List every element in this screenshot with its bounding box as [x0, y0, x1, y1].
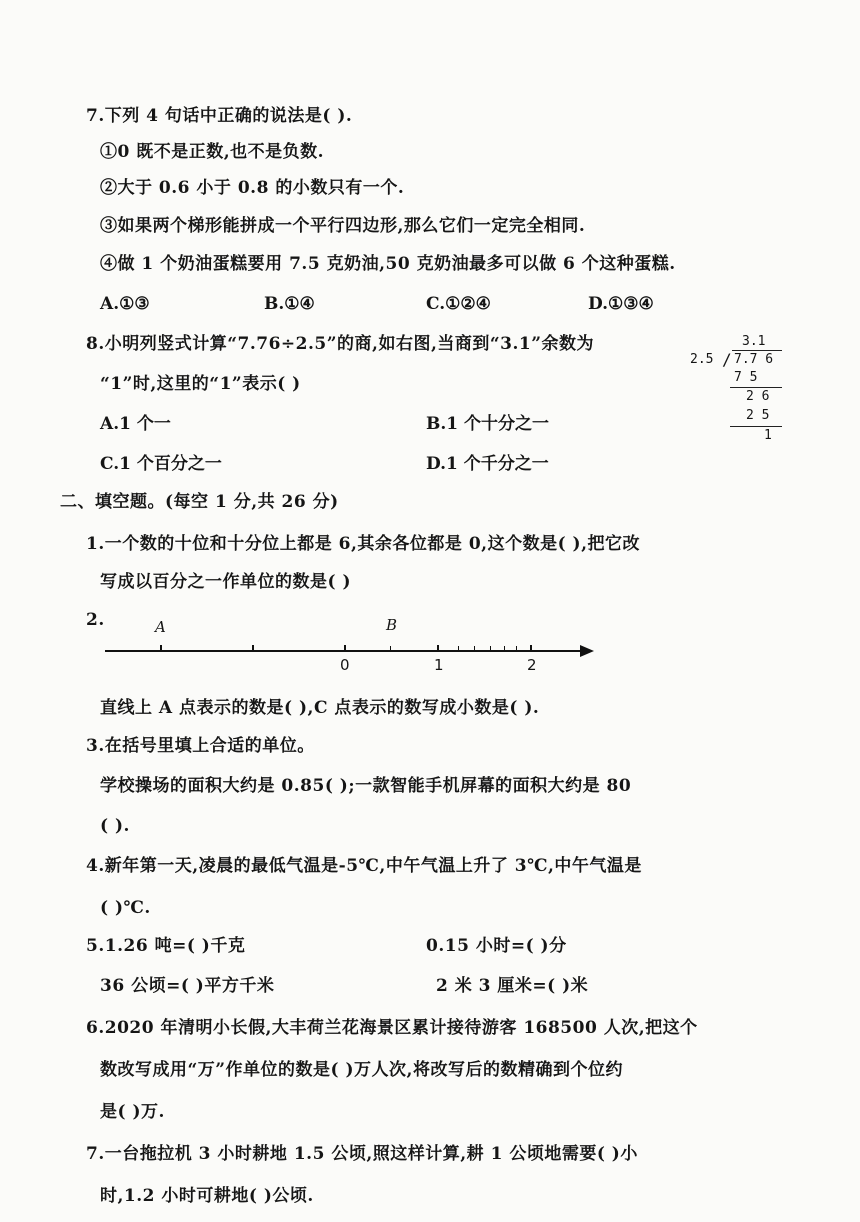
q7-statement-4: ④做 1 个奶油蛋糕要用 7.5 克奶油,50 克奶油最多可以做 6 个这种蛋糕.: [100, 254, 676, 274]
division-line-2: [730, 426, 782, 427]
division-quotient: 3.1: [742, 334, 766, 349]
fill-2-number: 2.: [86, 610, 105, 630]
q7-statement-1: ①0 既不是正数,也不是负数.: [100, 142, 325, 162]
tick-two: [530, 645, 532, 652]
division-row-3: 2 5: [746, 408, 770, 423]
number-line-label-0: 0: [340, 656, 350, 674]
tick-b: [390, 646, 391, 651]
tick-small: [516, 646, 517, 651]
fill-4-line1: 4.新年第一天,凌晨的最低气温是-5℃,中午气温上升了 3℃,中午气温是: [86, 856, 642, 876]
fill-1-line2: 写成以百分之一作单位的数是( ): [100, 572, 352, 592]
division-divisor: 2.5: [690, 352, 714, 367]
q8-option-b: B.1 个十分之一: [426, 414, 550, 434]
q7-option-c: C.①②④: [426, 294, 491, 314]
tick-one: [437, 645, 439, 652]
tick-small: [474, 646, 475, 651]
fill-7-line2: 时,1.2 小时可耕地( )公顷.: [100, 1186, 314, 1206]
division-bracket: /: [722, 350, 732, 369]
fill-7-line1: 7.一台拖拉机 3 小时耕地 1.5 公顷,照这样计算,耕 1 公顷地需要( )小: [86, 1144, 638, 1164]
tick-small: [504, 646, 505, 651]
point-a-label: A: [155, 618, 166, 636]
fill-6-line2: 数改写成用“万”作单位的数是( )万人次,将改写后的数精确到个位约: [100, 1060, 623, 1080]
q8-stem-line2: “1”时,这里的“1”表示( ): [100, 374, 301, 394]
q7-stem: 7.下列 4 句话中正确的说法是( ).: [86, 106, 353, 126]
q7-statement-2: ②大于 0.6 小于 0.8 的小数只有一个.: [100, 178, 405, 198]
q7-option-a: A.①③: [100, 294, 150, 314]
fill-4-line2: ( )℃.: [100, 898, 151, 918]
point-b-label: B: [386, 616, 398, 634]
fill-5-d: 2 米 3 厘米=( )米: [436, 976, 589, 996]
section-2-title: 二、填空题。(每空 1 分,共 26 分): [60, 492, 339, 512]
fill-3-title: 3.在括号里填上合适的单位。: [86, 736, 315, 756]
division-bracket-top: [732, 350, 782, 351]
q8-option-c: C.1 个百分之一: [100, 454, 222, 474]
division-remainder: 1: [764, 428, 772, 443]
fill-5-c: 36 公顷=( )平方千米: [100, 976, 275, 996]
fill-1-line1: 1.一个数的十位和十分位上都是 6,其余各位都是 0,这个数是( ),把它改: [86, 534, 641, 554]
q8-stem-line1: 8.小明列竖式计算“7.76÷2.5”的商,如右图,当商到“3.1”余数为: [86, 334, 594, 354]
division-dividend: 7.7 6: [734, 352, 774, 367]
q7-option-b: B.①④: [264, 294, 315, 314]
tick: [252, 645, 254, 652]
fill-6-line3: 是( )万.: [100, 1102, 165, 1122]
number-line-arrow-icon: [580, 645, 594, 657]
division-line-1: [730, 387, 782, 388]
fill-2-question: 直线上 A 点表示的数是( ),C 点表示的数写成小数是( ).: [100, 698, 540, 718]
fill-5-a: 5.1.26 吨=( )千克: [86, 936, 246, 956]
number-line: [100, 612, 620, 672]
fill-3-line1: 学校操场的面积大约是 0.85( );一款智能手机屏幕的面积大约是 80: [100, 776, 632, 796]
tick-a: [160, 645, 162, 652]
q7-option-d: D.①③④: [588, 294, 654, 314]
number-line-label-1: 1: [434, 656, 444, 674]
long-division-figure: [690, 334, 790, 464]
fill-6-line1: 6.2020 年清明小长假,大丰荷兰花海景区累计接待游客 168500 人次,把这个: [86, 1018, 698, 1038]
tick-small: [490, 646, 491, 651]
q8-option-d: D.1 个千分之一: [426, 454, 549, 474]
q8-option-a: A.1 个一: [100, 414, 171, 434]
fill-3-line2: ( ).: [100, 816, 130, 836]
tick-zero: [344, 645, 346, 652]
number-line-label-2: 2: [527, 656, 537, 674]
tick-small: [458, 646, 459, 651]
division-row-1: 7 5: [734, 370, 758, 385]
fill-5-b: 0.15 小时=( )分: [426, 936, 567, 956]
division-row-2: 2 6: [746, 389, 770, 404]
q7-statement-3: ③如果两个梯形能拼成一个平行四边形,那么它们一定完全相同.: [100, 216, 586, 236]
